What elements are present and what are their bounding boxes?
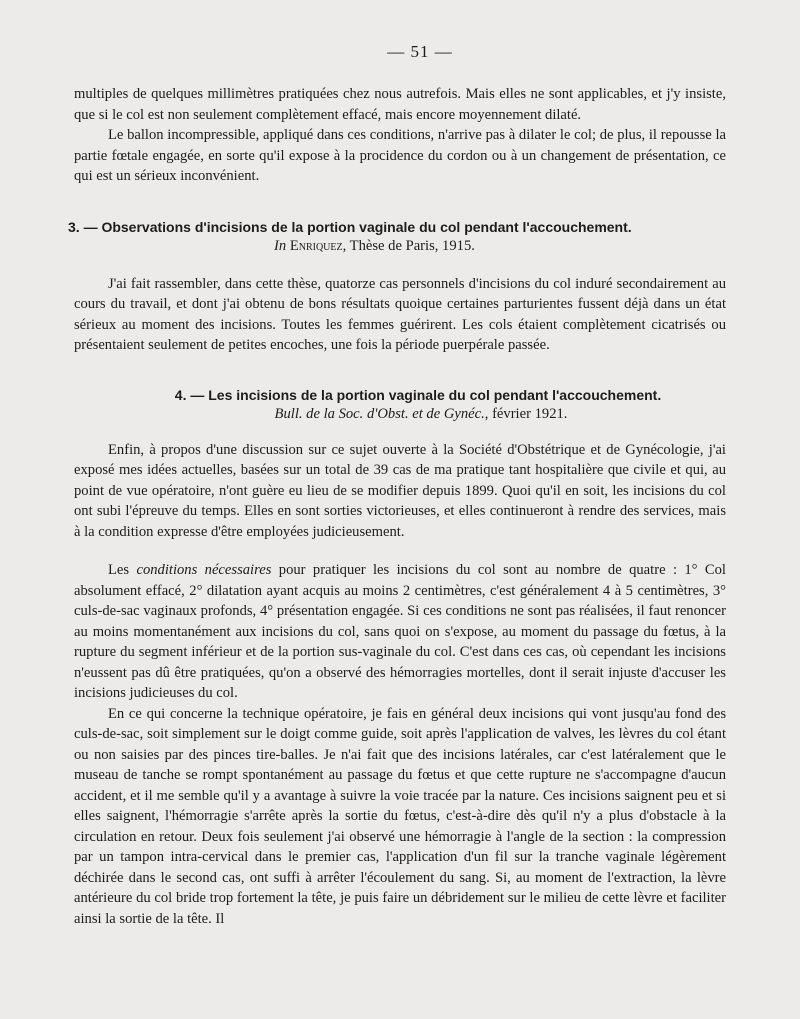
section-4-heading: 4. — Les incisions de la portion vaginale du col pendant l'accouchement. [174,386,662,403]
ref-rest: , Thèse de Paris, 1915. [342,237,475,254]
section-3-heading: 3. — Observations d'incisions de la portion vaginale du col pendant l'accouchement. [68,218,632,235]
section-4-body-2 [74,560,726,704]
paragraph-continuation: multiples de quelques millimètres pratiquées chez nous autrefois. Mais elles ne sont applicables, et j'y insiste, que si le col est non seulement complètement effacé, mais encore moyennement dilaté. [74,86,726,123]
ref-journal: Bull. de la Soc. d'Obst. et de Gynéc. [274,405,485,422]
section-4-body-1: Enfin, à propos d'une discussion sur ce sujet ouverte à la Société d'Obstétrique et de Gynécologie, j'ai exposé mes idées actuelles, basées sur un total de 39 cas de ma pratique tant hospitalière que civile et qui, au point de vue opératoire, n'ont guère eu lieu de se modifier depuis 1899. Quoi qu'il en soit, les incisions du col ont subi l'épreuve du temps. Elles en sont sorties victorieuses, et elles continueront à rendre des services, mais à la condition expresse d'être employées judicieusement. [74,441,726,540]
section-4-body-3: En ce qui concerne la technique opératoire, je fais en général deux incisions qui vont jusqu'au fond des culs-de-sac, soit simplement sur le doigt comme guide, soit après l'application de valves, les lèvres du col étant ou non saisies par des pinces tire-balles. Je n'ai fait que des incisions latérales, car c'est latéralement que le museau de tanche se rompt spontanément au passage du fœtus et que cette rupture ne s'accompagne d'aucun accident, et il me semble qu'il y a avantage à suivre la voie tracée par la nature. Ces incisions saignent peu et si elles saignent, l'hémorragie s'arrête après la sortie du fœtus, c'est-à-dire dès qu'il n'y a plus d'obstacle à la circulation en retour. Deux fois seulement j'ai observé une hémorragie à l'angle de la section : la compression par un tampon intra-cervical dans le premier cas, l'application d'un fil sur la tranche vaginale légèrement déchirée dans le second cas, ont suffi à arrêter l'écoulement du sang. Si, au moment de l'extraction, la lèvre antérieure du col bride trop fortement la tête, je puis faire un débridement sur le milieu de cette lèvre et faciliter ainsi la sortie de la tête. Il [74,705,726,927]
body-2-emphasis: conditions nécessaires [136,562,272,578]
body-2-rest: pour pratiquer les incisions du col sont au nombre de quatre : 1° Col absolument effacé, 2° dilatation ayant acquis au moins 2 centimètres, c'est généralement 4 à 5 centimètres, 3° culs-de-sac vaginaux profonds, 4° présentation engagée. Si ces conditions ne sont pas réalisées, il faut renoncer au moins momentanément aux incisions du col, sans quoi on s'expose, au moment du passage du fœtus, à la rupture du segment inférieur et de la portion sus-vaginale du col. C'est dans ces cas, où cependant les incisions n'eussent pas dû être pratiquées, qu'on a observé des hémorragies mortelles, dont il serait injuste d'accuser les incisions judicieuses du col. [74,562,726,701]
ref-date: , février 1921. [484,405,568,422]
page-number: — 51 — [387,42,453,61]
ref-prefix: In [274,237,287,254]
paragraph-ballon: Le ballon incompressible, appliqué dans ces conditions, n'arrive pas à dilater le col; de plus, il repousse la partie fœtale engagée, en sorte qu'il expose à la procidence du cordon ou à un changement de présentation, ce qui est un sérieux inconvénient. [74,127,726,184]
section-3-reference [74,237,726,256]
section-3-body: J'ai fait rassembler, dans cette thèse, quatorze cas personnels d'incisions du col induré secondairement au cours du travail, et dont j'ai obtenu de bons résultats quoique certaines parturientes fussent déjà dans un état sérieux au moment des incisions. Toutes les femmes guérirent. Les cols étaient complètement cicatrisés ou présentaient seulement de petites encoches, une fois la période puerpérale passée. [74,275,726,353]
body-2-start: Les [108,562,137,578]
ref-author: Enriquez [289,237,343,254]
section-4-reference [116,405,726,424]
